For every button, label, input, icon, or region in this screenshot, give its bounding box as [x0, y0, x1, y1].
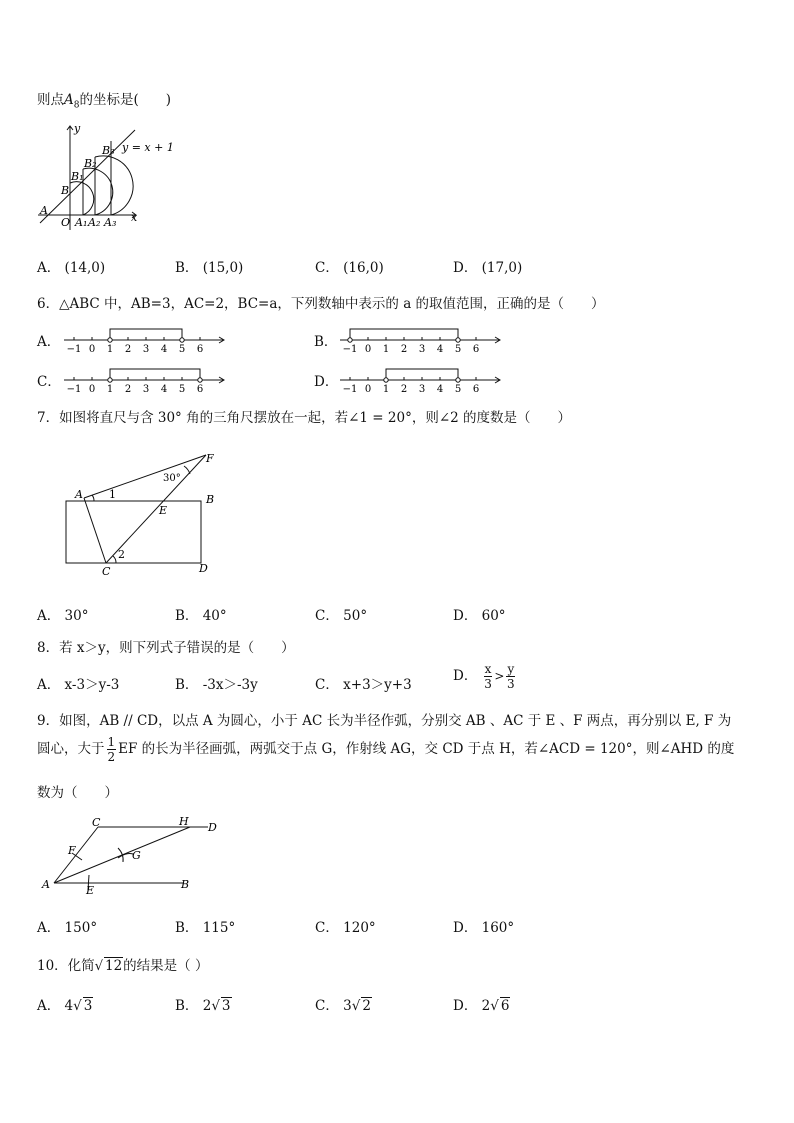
numberline-tick-label: 4	[160, 384, 168, 395]
q7-choice-a[interactable]: A． 30°	[37, 608, 89, 624]
range-endpoint	[456, 338, 460, 342]
q5-choice-b[interactable]: B． (15,0)	[175, 260, 244, 276]
q9-figure	[38, 812, 228, 897]
q8-stem: 8．若 x＞y，则下列式子错误的是（ ）	[37, 640, 295, 656]
numberline-tick-label: 5	[178, 384, 186, 395]
q9-choice-a[interactable]: A． 150°	[37, 920, 98, 936]
q9-choice-c[interactable]: C． 120°	[315, 920, 376, 936]
numberline-tick-label: 3	[142, 344, 150, 355]
q7-choice-c[interactable]: C． 50°	[315, 608, 368, 624]
numberline-tick-label: 0	[364, 344, 372, 355]
svg-text:E: E	[86, 884, 95, 897]
svg-text:A₁: A₁	[75, 216, 88, 229]
svg-text:B₂: B₂	[84, 157, 97, 170]
svg-text:B₃: B₃	[102, 144, 115, 157]
numberline-tick-label: 5	[454, 344, 462, 355]
range-endpoint	[456, 378, 460, 382]
q6-choice-d-label[interactable]: D．	[314, 374, 339, 390]
range-endpoint	[198, 378, 202, 382]
numberline-tick-label: −1	[66, 384, 82, 395]
q6-numberline-a	[62, 316, 232, 356]
svg-text:H: H	[179, 815, 189, 828]
q8-choice-c[interactable]: C． x+3＞y+3	[315, 677, 412, 693]
svg-text:A₃: A₃	[104, 216, 117, 229]
numberline-tick-label: 0	[88, 344, 96, 355]
range-endpoint	[348, 338, 352, 342]
numberline-tick-label: 3	[142, 384, 150, 395]
svg-text:G: G	[132, 849, 141, 862]
numberline-tick-label: 2	[400, 384, 408, 395]
q9-line3: 数为（ ）	[37, 785, 118, 801]
q5-line-label: y = x + 1	[122, 141, 174, 154]
q10-choice-b[interactable]: B． 2√ 3	[175, 998, 231, 1014]
q5-stem: 则点$A_8$的坐标是( )	[37, 92, 172, 111]
numberline-tick-label: 1	[106, 384, 114, 395]
svg-text:B: B	[206, 493, 215, 506]
numberline-tick-label: −1	[66, 344, 82, 355]
svg-text:C: C	[102, 565, 111, 578]
numberline-tick-label: 3	[418, 344, 426, 355]
numberline-tick-label: 5	[454, 384, 462, 395]
numberline-tick-label: 6	[196, 344, 204, 355]
numberline-tick-label: 3	[418, 384, 426, 395]
q7-stem: 7．如图将直尺与含 30° 角的三角尺摆放在一起，若∠1 = 20°，则∠2 的度数是（ ）	[37, 410, 572, 426]
svg-text:30°: 30°	[163, 473, 181, 484]
q5-y-axis-label: y	[74, 122, 81, 135]
q8-choice-a[interactable]: A． x-3＞y-3	[37, 677, 120, 693]
numberline-tick-label: 6	[472, 344, 480, 355]
svg-text:B: B	[181, 878, 190, 891]
numberline-tick-label: 6	[472, 384, 480, 395]
numberline-tick-label: 1	[106, 344, 114, 355]
svg-text:F: F	[68, 844, 76, 857]
q9-choice-d[interactable]: D． 160°	[453, 920, 515, 936]
svg-text:1: 1	[109, 488, 116, 501]
svg-text:D: D	[208, 821, 217, 834]
numberline-tick-label: 1	[382, 344, 390, 355]
numberline-tick-label: 1	[382, 384, 390, 395]
q7-choice-d[interactable]: D． 60°	[453, 608, 506, 624]
numberline-tick-label: −1	[342, 384, 358, 395]
q5-choice-c[interactable]: C． (16,0)	[315, 260, 384, 276]
numberline-tick-label: 4	[160, 344, 168, 355]
svg-text:A: A	[42, 878, 50, 891]
numberline-tick-label: 2	[400, 344, 408, 355]
numberline-tick-label: 0	[88, 384, 96, 395]
svg-text:D: D	[199, 562, 208, 575]
q10-stem: 10．化简√ 12的结果是（ ）	[37, 958, 209, 974]
q8-choice-d[interactable]: D． $\frac{x}{3}$ > $\frac{y}{3}$	[453, 662, 515, 691]
q10-choice-c[interactable]: C． 3√ 2	[315, 998, 371, 1014]
svg-text:2: 2	[118, 548, 125, 561]
svg-text:O: O	[61, 216, 71, 229]
q9-choice-b[interactable]: B． 115°	[175, 920, 236, 936]
range-endpoint	[180, 338, 184, 342]
q6-stem: 6．△ABC 中，AB=3，AC=2，BC=a，下列数轴中表示的 a 的取值范围，正确的是（ ）	[37, 296, 605, 312]
svg-text:E: E	[159, 504, 168, 517]
numberline-tick-label: 2	[124, 344, 132, 355]
q6-choice-a-label[interactable]: A．	[37, 334, 61, 350]
svg-text:B: B	[61, 184, 70, 197]
svg-text:C: C	[92, 816, 101, 829]
range-endpoint	[384, 378, 388, 382]
numberline-tick-label: 5	[178, 344, 186, 355]
svg-text:F: F	[206, 452, 214, 465]
numberline-tick-label: −1	[342, 344, 358, 355]
svg-text:B₁: B₁	[71, 170, 84, 183]
q7-choice-b[interactable]: B． 40°	[175, 608, 227, 624]
q5-choice-a[interactable]: A． (14,0)	[37, 260, 106, 276]
range-bracket	[110, 369, 200, 380]
q10-choice-a[interactable]: A． 4√ 3	[37, 998, 93, 1014]
q6-numberline-d	[338, 356, 508, 396]
q10-choice-d[interactable]: D． 2√ 6	[453, 998, 510, 1014]
svg-text:A: A	[75, 488, 83, 501]
q6-choice-b-label[interactable]: B．	[314, 334, 338, 350]
q5-choice-d[interactable]: D． (17,0)	[453, 260, 523, 276]
numberline-tick-label: 0	[364, 384, 372, 395]
numberline-tick-label: 6	[196, 384, 204, 395]
q5-figure	[34, 118, 184, 233]
q8-choice-b[interactable]: B． -3x＞-3y	[175, 677, 258, 693]
q7-figure	[56, 448, 236, 578]
q9-line2: 圆心，大于 $\frac{1}{2}$ EF 的长为半径画弧，两弧交于点 G，作射线 AG，交 CD 于点 H，若∠ACD = 120°，则∠AHD 的度	[37, 735, 735, 764]
q6-numberline-b	[338, 316, 508, 356]
q9-line1: 9．如图，AB // CD，以点 A 为圆心，小于 AC 长为半径作弧，分别交 AB 、AC 于 E 、F 两点，再分别以 E, F 为	[37, 713, 732, 729]
q6-choice-c-label[interactable]: C．	[37, 374, 61, 390]
q6-numberline-c	[62, 356, 232, 396]
range-endpoint	[108, 338, 112, 342]
numberline-tick-label: 4	[436, 344, 444, 355]
range-endpoint	[108, 378, 112, 382]
numberline-tick-label: 4	[436, 384, 444, 395]
q5-x-axis-label: x	[131, 211, 138, 224]
numberline-tick-label: 2	[124, 384, 132, 395]
svg-text:A: A	[40, 204, 48, 217]
svg-text:A₂: A₂	[88, 216, 101, 229]
